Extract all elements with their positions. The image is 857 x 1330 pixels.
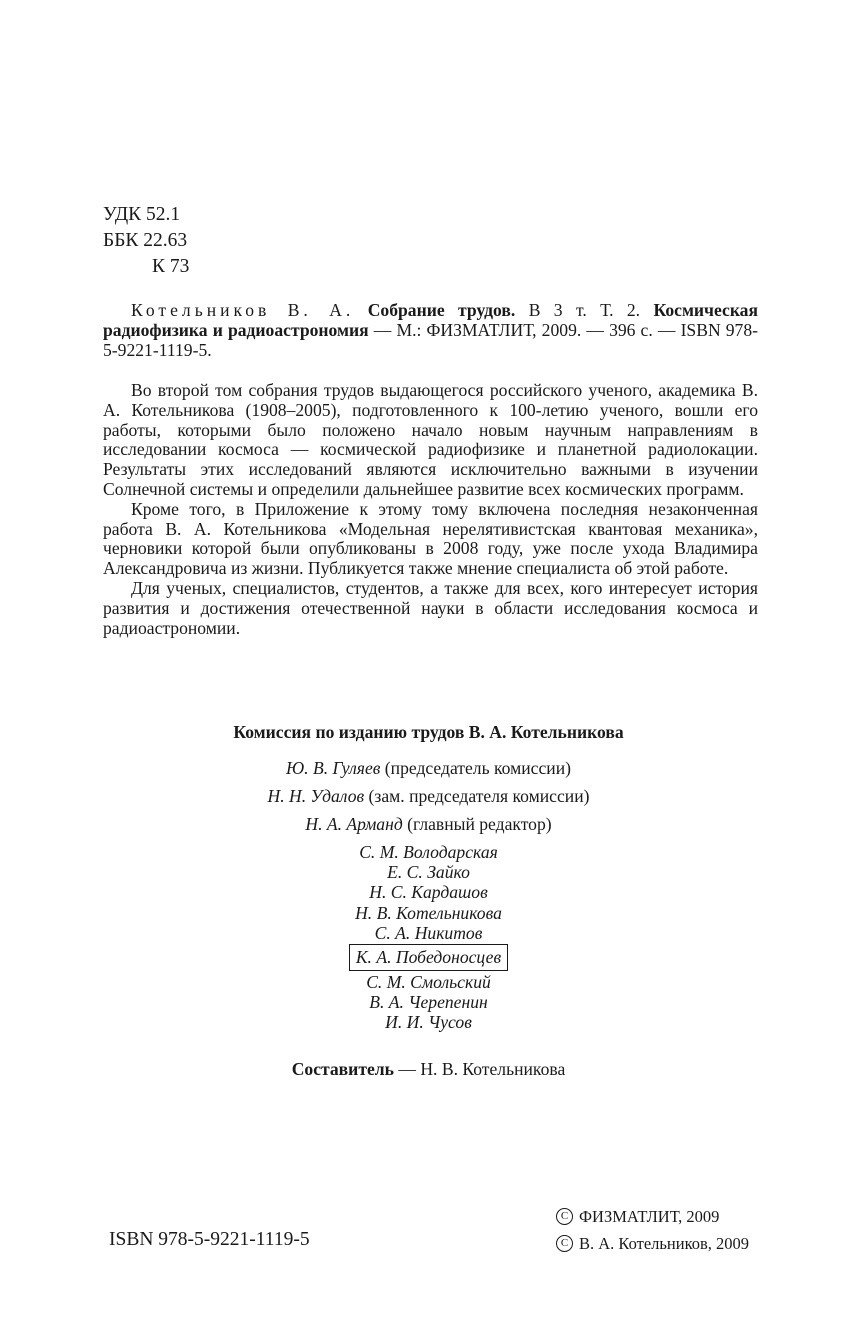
author-mark: К 73	[152, 256, 190, 277]
annotation-paragraph: Для ученых, специалистов, студентов, а также для всех, кого интересует история развития и достижения отечественной науки в области исследования космоса и радиоастрономии.	[103, 577, 758, 638]
compiler-value: — Н. В. Котельникова	[393, 1058, 566, 1079]
bib-imprint: — М.: ФИЗМАТЛИТ, 2009. — 396 с. — ISBN 978-5-9221-1119-5.	[103, 319, 758, 360]
bib-author: Котельников В. А.	[131, 300, 355, 320]
officer-name: Н. А. Арманд	[305, 814, 403, 834]
commission-block	[0, 720, 857, 1081]
bib-volumes: В 3 т. Т. 2.	[515, 300, 654, 320]
officer-name: Ю. В. Гуляев	[286, 758, 381, 778]
copyright-line	[556, 1230, 749, 1257]
member-name: И. И. Чусов	[385, 1012, 472, 1033]
member-name: Е. С. Зайко	[387, 862, 470, 883]
annotation	[103, 381, 758, 638]
copyright-line	[556, 1203, 749, 1230]
annotation-paragraph: Во второй том собрания трудов выдающегося российского ученого, академика В. А. Котельникова (1908–2005), подготовленного к 100-летию ученого, вошли его работы, которыми было положено начало новым научным направлениям в исследовании космоса — космической радиофизике и планетной радиолокации. Результаты этих исследований являются исключительно важными в изучении Солнечной системы и определили дальнейшее развитие всех космических программ.	[103, 380, 758, 499]
copyright-block	[556, 1203, 749, 1257]
member-name: С. А. Никитов	[374, 922, 483, 943]
member-name: Н. В. Котельникова	[355, 902, 502, 923]
commission-members	[0, 842, 857, 1033]
member-name-boxed: К. А. Победоносцев	[349, 944, 508, 971]
copyright-icon: C	[556, 1208, 573, 1225]
bibliographic-description	[103, 301, 758, 360]
officer-role: (зам. председателя комиссии)	[364, 786, 590, 806]
annotation-paragraph: Кроме того, в Приложение к этому тому включена последняя незаконченная работа В. А. Котельникова «Модельная нерелятивистская квантовая механика», черновики которой были опубликованы в 2008 году, уже после ухода Владимира Александровича из жизни. Публикуется также мнение специалиста об этой работе.	[103, 498, 758, 579]
member-name: Н. С. Кардашов	[369, 882, 488, 903]
copyright-holder: ФИЗМАТЛИТ, 2009	[579, 1207, 720, 1226]
isbn: ISBN 978-5-9221-1119-5	[109, 1229, 310, 1250]
copyright-icon: C	[556, 1235, 573, 1252]
officer-name: Н. Н. Удалов	[267, 786, 365, 806]
officer-deputy	[0, 782, 857, 810]
bib-title: Собрание трудов.	[367, 300, 516, 320]
officer-editor	[0, 810, 857, 838]
compiler-line	[0, 1057, 857, 1081]
classification-block	[103, 202, 189, 280]
member-name: С. М. Смольский	[366, 972, 491, 993]
commission-heading: Комиссия по изданию трудов В. А. Котельникова	[233, 722, 624, 742]
member-name: В. А. Черепенин	[369, 992, 488, 1013]
member-name: С. М. Володарская	[359, 842, 498, 862]
officer-role: (главный редактор)	[402, 814, 552, 834]
compiler-label: Составитель	[291, 1058, 394, 1079]
udk-index: УДК 52.1	[103, 204, 181, 225]
bib-subtitle: Космическая радиофизика и радиоастрономия	[103, 300, 759, 340]
bbk-index: ББК 22.63	[103, 230, 188, 251]
commission-officers	[0, 754, 857, 838]
officer-chair	[0, 754, 857, 782]
officer-role: (председатель комиссии)	[380, 758, 571, 778]
copyright-holder: В. А. Котельников, 2009	[579, 1234, 750, 1253]
